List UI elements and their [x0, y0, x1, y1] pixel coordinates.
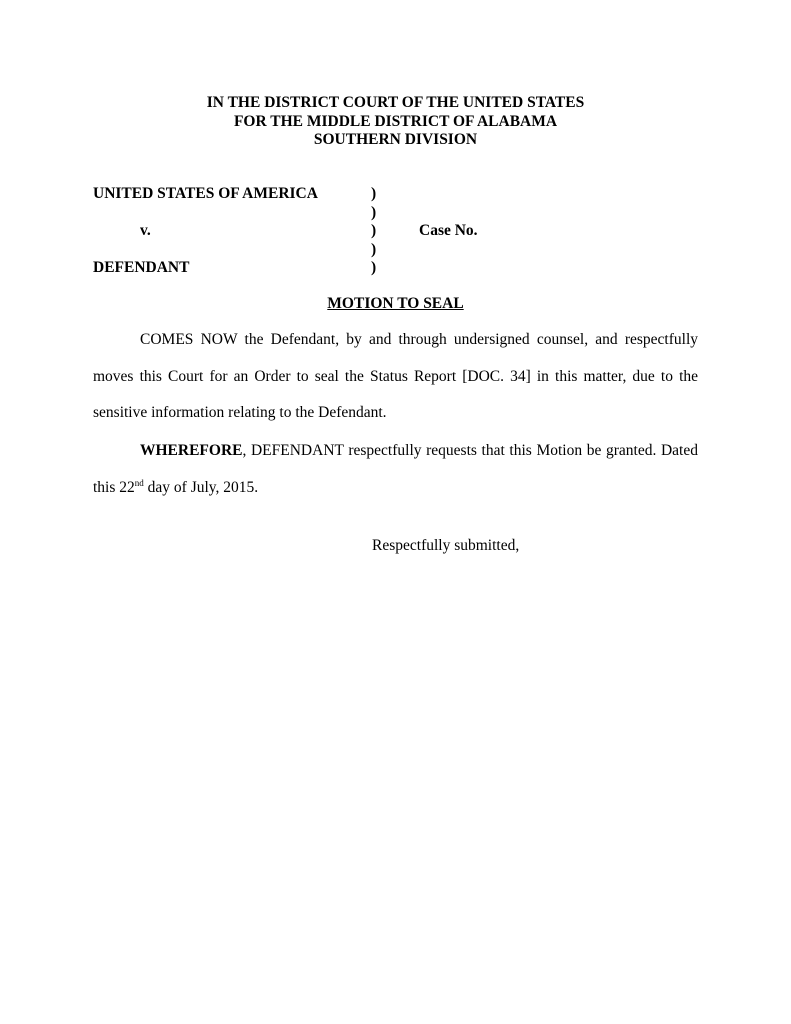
case-caption	[93, 185, 713, 280]
caption-paren: )	[371, 203, 377, 221]
defendant-name: DEFENDANT	[93, 259, 190, 276]
caption-paren: )	[371, 259, 377, 276]
request-text: , DEFENDANT respectfully requests that this Motion be granted. Dated this 22	[93, 442, 698, 496]
date-ordinal-suffix: nd	[134, 477, 144, 488]
signoff: Respectfully submitted,	[372, 537, 520, 554]
motion-title: MOTION TO SEAL	[327, 295, 464, 312]
court-header	[0, 94, 791, 150]
court-header-line-2: FOR THE MIDDLE DISTRICT OF ALABAMA	[233, 112, 558, 130]
caption-paren: )	[371, 222, 377, 239]
case-number-label: Case No.	[419, 222, 478, 239]
wherefore-label: WHEREFORE	[140, 442, 243, 459]
motion-paragraph-2	[93, 433, 698, 506]
plaintiff-name: UNITED STATES OF AMERICA	[93, 185, 318, 202]
versus-label: v.	[140, 222, 151, 239]
caption-paren: )	[371, 185, 377, 202]
motion-paragraph-1: COMES NOW the Defendant, by and through undersigned counsel, and respectfully moves this Court for an Order to seal the Status Report [DOC. 34] in this matter, due to the sensitive information relating to the Defendant.	[93, 331, 698, 421]
caption-paren: )	[371, 240, 377, 258]
court-header-line-1: IN THE DISTRICT COURT OF THE UNITED STATES	[206, 94, 585, 111]
court-header-line-3: SOUTHERN DIVISION	[313, 131, 478, 148]
date-text: day of July, 2015.	[143, 478, 259, 496]
